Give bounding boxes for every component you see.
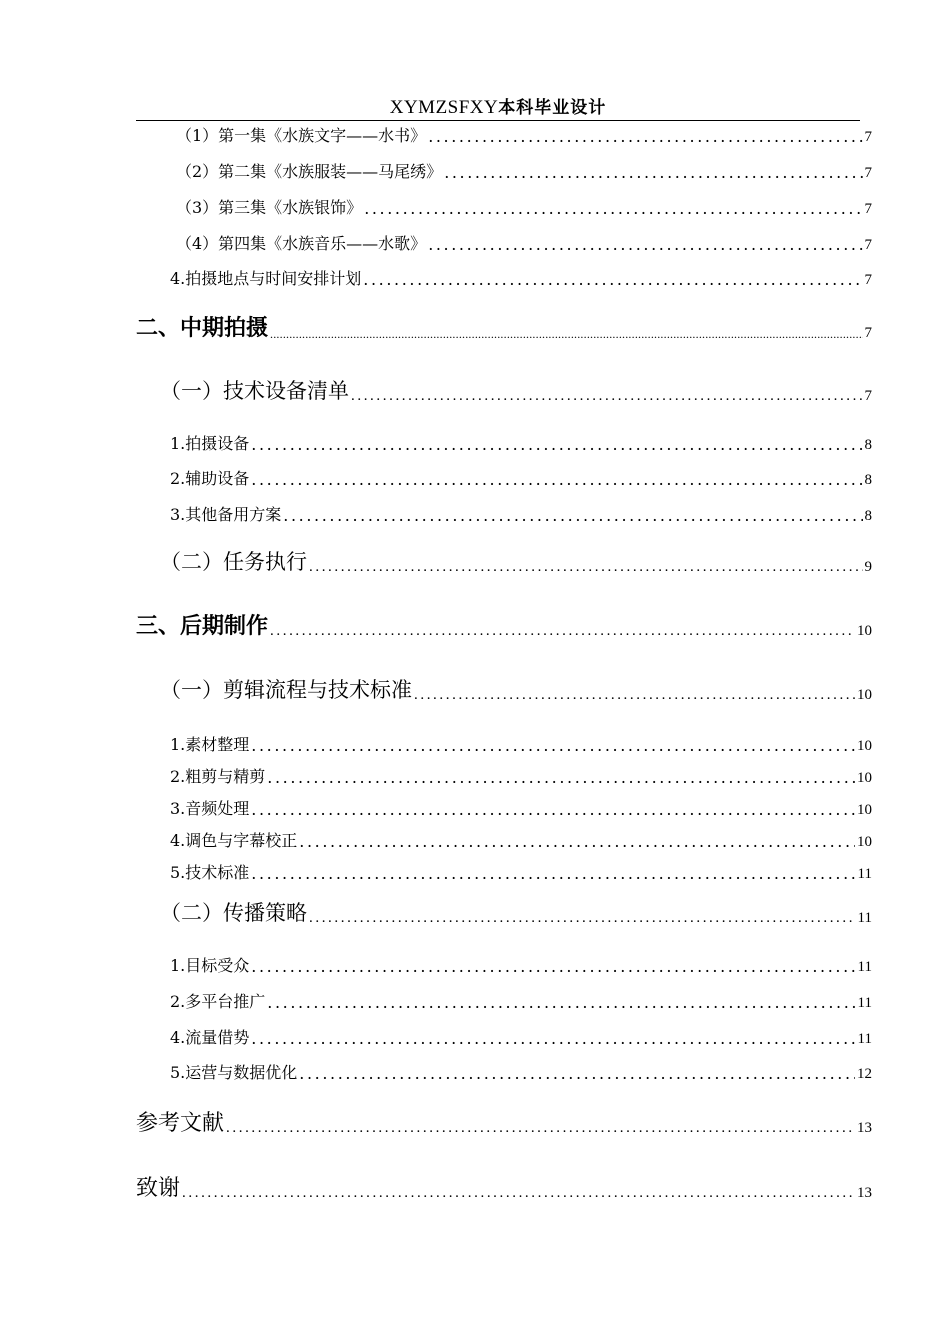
toc-chapter-entry[interactable] bbox=[136, 1107, 872, 1137]
toc-leader bbox=[309, 559, 863, 576]
toc-entry-text: （2）第二集《水族服装——马尾绣》 bbox=[176, 162, 443, 181]
toc-entry[interactable] bbox=[170, 267, 872, 289]
toc-page-number: 11 bbox=[857, 995, 872, 1011]
toc-leader bbox=[251, 864, 855, 883]
toc-leader bbox=[299, 1064, 855, 1083]
toc-page-number: 7 bbox=[864, 201, 872, 217]
toc-leader bbox=[251, 435, 862, 454]
toc-leader bbox=[351, 388, 863, 405]
toc-entry[interactable] bbox=[170, 733, 872, 755]
toc-page-number: 8 bbox=[864, 437, 872, 453]
toc-leader bbox=[182, 1185, 855, 1202]
toc-entry-text: 4.拍摄地点与时间安排计划 bbox=[170, 269, 362, 288]
toc-entry-text: 2.辅助设备 bbox=[170, 469, 250, 488]
toc-chapter-entry[interactable] bbox=[136, 610, 872, 640]
toc-entry-text: （1）第一集《水族文字——水书》 bbox=[176, 126, 427, 145]
toc-entry-text: （二）传播策略 bbox=[160, 901, 307, 925]
toc-section-entry[interactable] bbox=[160, 676, 872, 704]
toc-entry-text: 5.运营与数据优化 bbox=[170, 1063, 298, 1082]
toc-entry-text: 3.音频处理 bbox=[170, 799, 250, 818]
toc-entry-text: 致谢 bbox=[136, 1176, 181, 1201]
toc-entry-text: 1.目标受众 bbox=[170, 956, 250, 975]
toc-entry-text: （二）任务执行 bbox=[160, 550, 307, 574]
toc-page-number: 8 bbox=[864, 508, 872, 524]
toc-page-number: 7 bbox=[864, 272, 872, 288]
toc-entry[interactable] bbox=[176, 232, 872, 254]
toc-entry-text: （4）第四集《水族音乐——水歌》 bbox=[176, 234, 427, 253]
toc-leader bbox=[428, 235, 862, 254]
toc-page-number: 11 bbox=[857, 1031, 872, 1047]
toc-leader bbox=[226, 1120, 855, 1137]
toc-entry-text: （一）剪辑流程与技术标准 bbox=[160, 678, 412, 702]
toc-entry-text: 二、中期拍摄 bbox=[136, 316, 269, 341]
toc-entry-text: 1.拍摄设备 bbox=[170, 434, 250, 453]
toc-page-number: 7 bbox=[864, 237, 872, 253]
toc-page-number: 13 bbox=[857, 1120, 872, 1136]
header-title-text: 本科毕业设计 bbox=[498, 98, 607, 118]
page-header bbox=[136, 94, 860, 120]
toc-entry-text: 1.素材整理 bbox=[170, 735, 250, 754]
toc-page-number: 10 bbox=[857, 802, 872, 818]
toc-chapter-entry[interactable] bbox=[136, 312, 872, 342]
toc-leader bbox=[251, 1029, 855, 1048]
toc-entry[interactable] bbox=[176, 160, 872, 182]
toc-entry-text: 5.技术标准 bbox=[170, 863, 250, 882]
toc-leader bbox=[299, 832, 855, 851]
toc-entry[interactable] bbox=[170, 861, 872, 883]
toc-entry[interactable] bbox=[170, 765, 872, 787]
toc-page-number: 7 bbox=[864, 325, 872, 341]
toc-page-number: 8 bbox=[864, 472, 872, 488]
toc-page-number: 10 bbox=[857, 834, 872, 850]
toc-entry[interactable] bbox=[170, 829, 872, 851]
toc-chapter-entry[interactable] bbox=[136, 1172, 872, 1202]
toc-page-number: 12 bbox=[857, 1066, 872, 1082]
toc-leader bbox=[283, 506, 862, 525]
toc-leader bbox=[270, 327, 862, 342]
toc-leader bbox=[251, 800, 855, 819]
toc-entry[interactable] bbox=[176, 196, 872, 218]
toc-entry[interactable] bbox=[170, 954, 872, 976]
toc-entry-text: （一）技术设备清单 bbox=[160, 379, 349, 403]
header-rule bbox=[136, 120, 860, 121]
toc-leader bbox=[428, 127, 862, 146]
toc-page-number: 7 bbox=[864, 129, 872, 145]
toc-leader bbox=[444, 163, 862, 182]
toc-page-number: 7 bbox=[864, 388, 872, 404]
toc-leader bbox=[251, 736, 855, 755]
toc-leader bbox=[364, 199, 862, 218]
toc-leader bbox=[267, 768, 855, 787]
toc-entry-text: 3.其他备用方案 bbox=[170, 505, 282, 524]
toc-page-number: 10 bbox=[857, 770, 872, 786]
toc-entry[interactable] bbox=[170, 797, 872, 819]
toc-leader bbox=[267, 993, 855, 1012]
toc-leader bbox=[251, 957, 855, 976]
toc-page-number: 10 bbox=[857, 738, 872, 754]
toc-entry-text: 2.粗剪与精剪 bbox=[170, 767, 266, 786]
toc-entry[interactable] bbox=[170, 432, 872, 454]
toc-leader bbox=[414, 687, 855, 704]
toc-page-number: 11 bbox=[857, 959, 872, 975]
toc-entry[interactable] bbox=[170, 990, 872, 1012]
toc-entry[interactable] bbox=[170, 503, 872, 525]
toc-leader bbox=[270, 623, 855, 640]
toc-page-number: 10 bbox=[857, 623, 872, 639]
toc-entry-text: 4.调色与字幕校正 bbox=[170, 831, 298, 850]
toc-entry-text: 4.流量借势 bbox=[170, 1028, 250, 1047]
toc-entry[interactable] bbox=[170, 467, 872, 489]
toc-leader bbox=[309, 910, 856, 927]
toc-entry-text: 三、后期制作 bbox=[136, 614, 269, 639]
toc-entry-text: （3）第三集《水族银饰》 bbox=[176, 198, 363, 217]
toc-page-number: 11 bbox=[857, 866, 872, 882]
toc-section-entry[interactable] bbox=[160, 899, 872, 927]
toc-entry[interactable] bbox=[176, 124, 872, 146]
toc-section-entry[interactable] bbox=[160, 548, 872, 576]
header-latin-text: XYMZSFXY bbox=[389, 97, 499, 118]
toc-page-number: 13 bbox=[857, 1185, 872, 1201]
toc-page-number: 9 bbox=[864, 559, 872, 575]
toc-entry-text: 参考文献 bbox=[136, 1111, 225, 1136]
toc-page-number: 10 bbox=[857, 687, 872, 703]
toc-entry[interactable] bbox=[170, 1061, 872, 1083]
toc-page-number: 7 bbox=[864, 165, 872, 181]
toc-section-entry[interactable] bbox=[160, 377, 872, 405]
toc-leader bbox=[251, 470, 862, 489]
toc-entry[interactable] bbox=[170, 1026, 872, 1048]
toc-page-number: 11 bbox=[857, 910, 872, 926]
toc-entry-text: 2.多平台推广 bbox=[170, 992, 266, 1011]
toc-leader bbox=[363, 270, 862, 289]
